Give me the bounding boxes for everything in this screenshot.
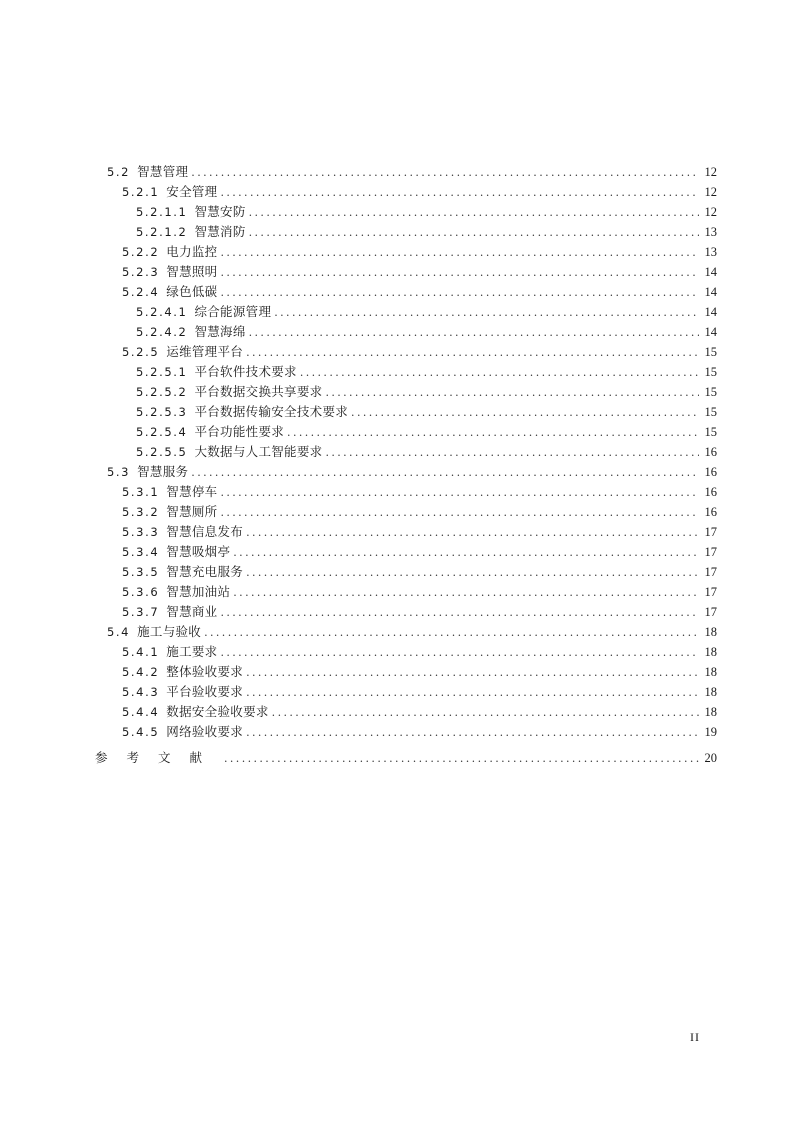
toc-list [0,162,793,742]
toc-entry[interactable] [0,262,793,282]
toc-entry[interactable] [0,342,793,362]
toc-entry[interactable] [0,522,793,542]
toc-leader-dots [233,583,699,603]
toc-leader-dots [220,483,699,503]
toc-leader-dots [220,603,699,623]
toc-entry-page: 17 [704,525,717,539]
toc-entry[interactable] [0,202,793,222]
toc-entry-page: 15 [704,405,717,419]
toc-entry[interactable] [0,642,793,662]
toc-entry-page: 16 [704,485,717,499]
toc-entry-page: 14 [704,325,717,339]
toc-entry-page: 17 [704,565,717,579]
toc-entry-page: 15 [704,365,717,379]
toc-entry-page: 14 [704,285,717,299]
toc-leader-dots [220,643,699,663]
toc-entry-number: 5.2.5.5 [136,445,188,459]
toc-entry-title: 参考文献 [95,750,222,765]
toc-entry-references[interactable] [0,746,793,770]
toc-entry-number: 5.4.1 [122,645,160,659]
toc-entry-number: 5.3 [107,465,131,479]
toc-leader-dots [204,623,699,643]
toc-entry[interactable] [0,542,793,562]
toc-entry-number: 5.2.1.2 [136,225,188,239]
toc-leader-dots [220,183,699,203]
toc-entry[interactable] [0,462,793,482]
toc-entry[interactable] [0,162,793,182]
toc-entry-number: 5.2 [107,165,131,179]
toc-entry-number: 5.2.5.1 [136,365,188,379]
toc-leader-dots [325,443,699,463]
toc-leader-dots [249,323,699,343]
toc-entry-title: 平台数据交换共享要求 [194,384,323,399]
toc-entry-number: 5.3.7 [122,605,160,619]
toc-entry-title: 智慧安防 [194,204,246,219]
toc-entry-page: 19 [704,725,717,739]
toc-entry[interactable] [0,222,793,242]
toc-entry-title: 平台软件技术要求 [194,364,297,379]
toc-entry[interactable] [0,422,793,442]
toc-entry[interactable] [0,662,793,682]
toc-entry-page: 20 [704,751,717,765]
toc-entry-title: 平台数据传输安全技术要求 [194,404,349,419]
toc-entry-page: 14 [704,265,717,279]
toc-leader-dots [246,663,699,683]
toc-entry-page: 14 [704,305,717,319]
toc-entry-page: 15 [704,425,717,439]
toc-entry-number: 5.3.4 [122,545,160,559]
toc-entry[interactable] [0,502,793,522]
toc-entry-number: 5.3.2 [122,505,160,519]
toc-entry-page: 17 [704,545,717,559]
toc-entry-title: 整体验收要求 [166,664,244,679]
toc-entry-title: 施工要求 [166,644,218,659]
toc-entry[interactable] [0,582,793,602]
toc-entry[interactable] [0,362,793,382]
toc-entry-page: 13 [704,225,717,239]
toc-leader-dots [246,723,699,743]
toc-entry-title: 平台验收要求 [166,684,244,699]
toc-leader-dots [224,747,699,771]
toc-entry-title: 智慧服务 [137,464,189,479]
toc-entry-page: 18 [704,625,717,639]
toc-leader-dots [220,243,699,263]
toc-entry[interactable] [0,322,793,342]
toc-entry-number: 5.2.5.4 [136,425,188,439]
toc-leader-dots [325,383,699,403]
toc-entry-number: 5.2.4 [122,285,160,299]
toc-entry[interactable] [0,442,793,462]
toc-entry-page: 15 [704,385,717,399]
toc-entry-page: 16 [704,445,717,459]
toc-entry-title: 施工与验收 [137,624,202,639]
toc-entry-number: 5.2.5.3 [136,405,188,419]
toc-entry-title: 综合能源管理 [194,304,272,319]
toc-entry[interactable] [0,182,793,202]
toc-entry-number: 5.3.3 [122,525,160,539]
toc-leader-dots [191,163,699,183]
toc-leader-dots [220,503,699,523]
toc-entry-title: 智慧停车 [166,484,218,499]
toc-entry-page: 18 [704,665,717,679]
toc-leader-dots [249,223,699,243]
toc-entry-page: 12 [704,165,717,179]
page-number: II [690,1030,700,1044]
toc-leader-dots [233,543,699,563]
toc-entry-number: 5.3.5 [122,565,160,579]
toc-entry-title: 安全管理 [166,184,218,199]
toc-leader-dots [246,683,699,703]
toc-leader-dots [246,523,699,543]
toc-entry[interactable] [0,702,793,722]
toc-entry[interactable] [0,602,793,622]
toc-leader-dots [272,703,699,723]
toc-entry-title: 智慧管理 [137,164,189,179]
toc-entry[interactable] [0,562,793,582]
toc-entry[interactable] [0,482,793,502]
toc-entry-number: 5.2.1 [122,185,160,199]
toc-leader-dots [287,423,699,443]
toc-leader-dots [300,363,699,383]
table-of-contents [0,162,793,770]
toc-entry-title: 运维管理平台 [166,344,244,359]
toc-entry[interactable] [0,682,793,702]
toc-entry-title: 电力监控 [166,244,218,259]
toc-entry[interactable] [0,622,793,642]
toc-leader-dots [351,403,699,423]
toc-entry-page: 18 [704,645,717,659]
toc-entry-number: 5.4.4 [122,705,160,719]
toc-entry-title: 智慧信息发布 [166,524,244,539]
toc-leader-dots [191,463,699,483]
toc-entry-title: 智慧商业 [166,604,218,619]
toc-leader-dots [274,303,699,323]
toc-entry-number: 5.2.3 [122,265,160,279]
toc-leader-dots [249,203,699,223]
toc-entry-page: 12 [704,205,717,219]
toc-entry-number: 5.2.5 [122,345,160,359]
toc-entry-page: 18 [704,705,717,719]
toc-leader-dots [246,343,699,363]
toc-entry-number: 5.2.4.2 [136,325,188,339]
toc-entry-page: 18 [704,685,717,699]
toc-entry-number: 5.2.5.2 [136,385,188,399]
toc-entry-number: 5.3.6 [122,585,160,599]
toc-entry-number: 5.4.3 [122,685,160,699]
toc-entry-page: 15 [704,345,717,359]
toc-leader-dots [220,283,699,303]
toc-entry-number: 5.2.4.1 [136,305,188,319]
toc-entry-title: 智慧照明 [166,264,218,279]
toc-entry-title: 大数据与人工智能要求 [194,444,323,459]
toc-entry-title: 网络验收要求 [166,724,244,739]
toc-entry-page: 17 [704,585,717,599]
toc-leader-dots [246,563,699,583]
toc-entry-title: 智慧厕所 [166,504,218,519]
toc-entry-page: 16 [704,505,717,519]
toc-entry[interactable] [0,722,793,742]
toc-entry-title: 智慧消防 [194,224,246,239]
toc-entry-page: 16 [704,465,717,479]
toc-entry-number: 5.4.5 [122,725,160,739]
toc-entry-page: 12 [704,185,717,199]
toc-entry-title: 智慧吸烟亭 [166,544,231,559]
toc-entry-title: 数据安全验收要求 [166,704,269,719]
toc-entry-number: 5.2.2 [122,245,160,259]
toc-entry-number: 5.3.1 [122,485,160,499]
toc-entry-title: 智慧充电服务 [166,564,244,579]
toc-entry-title: 智慧加油站 [166,584,231,599]
toc-entry-title: 智慧海绵 [194,324,246,339]
toc-entry-page: 17 [704,605,717,619]
toc-entry-page: 13 [704,245,717,259]
toc-leader-dots [220,263,699,283]
toc-entry-title: 平台功能性要求 [194,424,285,439]
toc-entry[interactable] [0,242,793,262]
toc-entry[interactable] [0,302,793,322]
toc-entry[interactable] [0,282,793,302]
toc-entry[interactable] [0,382,793,402]
toc-entry-number: 5.4 [107,625,131,639]
toc-entry-number: 5.2.1.1 [136,205,188,219]
toc-entry-number: 5.4.2 [122,665,160,679]
toc-entry-title: 绿色低碳 [166,284,218,299]
toc-entry[interactable] [0,402,793,422]
